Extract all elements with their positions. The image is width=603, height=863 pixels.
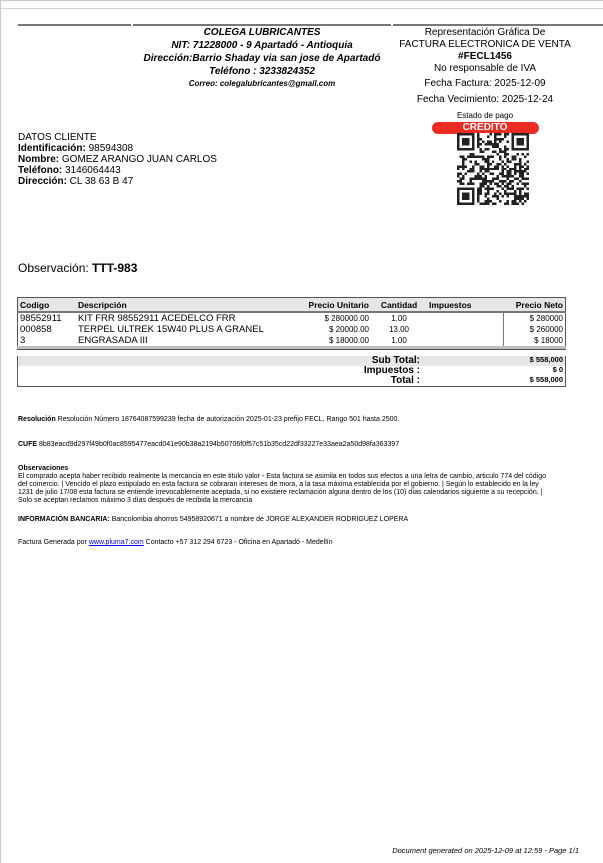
- invoice-date: Fecha Factura: 2025-12-09: [424, 78, 546, 89]
- client-id-label: Identificación:: [18, 143, 86, 154]
- invoice-type: FACTURA ELECTRONICA DE VENTA: [399, 39, 571, 50]
- total-label: Total :: [390, 375, 420, 386]
- header-divider: [393, 24, 603, 26]
- client-phone-value: 3146064443: [62, 165, 121, 176]
- cell-descripcion: TERPEL ULTREK 15W40 PLUS A GRANEL: [78, 324, 264, 335]
- client-name-label: Nombre:: [18, 154, 60, 165]
- invoice-meta: [393, 27, 577, 134]
- resolution-value: Resolución Número 18764087599239 fecha de autorización 2025-01-23 prefijo FECL, Rango 501 hasta 2500.: [55, 416, 400, 423]
- cufe-label: CUFE: [18, 441, 38, 448]
- cufe-value: 8b83eacd9d297f49b0f0ac8595477eacd041e90b38a2194b50706f0f57c51b35cd22df33227e33aea2a50d98fa363397: [37, 441, 400, 448]
- client-info: [18, 132, 217, 187]
- totals-block: [17, 356, 566, 387]
- company-phone: Teléfono : 3233824352: [209, 66, 315, 77]
- observaciones-line: El comprado acepta haber recibido realmente la mercancia en este titulo valor - Esta factura se asimila en todos sus efectos a una letra de cambio, articulo 774 del código: [18, 473, 547, 480]
- observation-value: TTT-983: [92, 261, 138, 275]
- observaciones-line: 1231 de julio 17/08 esta factura se entiende irrevocablemente aceptada, si no existiere reclamación alguna dentro de los (10) días calendarios siguiente a su recepción. |: [18, 489, 543, 496]
- header-precio-unitario: Precio Unitario: [302, 298, 371, 313]
- client-heading: DATOS CLIENTE: [18, 132, 97, 143]
- document-footer: Document generated on 2025-12-09 at 12:59 - Page 1/1: [392, 846, 579, 855]
- observaciones-block: [18, 465, 598, 505]
- client-id: [18, 143, 217, 154]
- bank-label: INFORMACIÓN BANCARIA:: [18, 516, 110, 523]
- bank-value: Bancolombia ahorros 54958920671 a nombre de JORGE ALEXANDER RODRIGUEZ LOPERA: [109, 516, 409, 523]
- client-address: [18, 176, 217, 187]
- company-info: [133, 26, 391, 89]
- pluma7-link[interactable]: www.pluma7.com: [88, 539, 144, 546]
- cell-precio-unitario: $ 18000.00: [328, 336, 369, 345]
- cell-descripcion: ENGRASADA III: [78, 335, 148, 346]
- observaciones-line: Solo se aceptan reclamos máximo 3 días después de recibida la mercancia: [18, 497, 253, 504]
- payment-status-label: Estado de pago: [456, 111, 514, 120]
- taxes-label: Impuestos :: [363, 365, 420, 376]
- cell-cantidad: 1.00: [391, 314, 407, 323]
- table-row: [18, 335, 566, 348]
- cell-cantidad: 13.00: [388, 325, 410, 334]
- items-table: [17, 297, 566, 350]
- total-value: $ 558,000: [529, 375, 563, 384]
- resolution-text: [18, 416, 598, 424]
- cell-codigo: 98552911: [20, 313, 62, 324]
- header-impuestos: Impuestos: [427, 298, 503, 313]
- subtotal-label: Sub Total:: [371, 355, 420, 366]
- cell-precio-neto: $ 260000: [529, 325, 563, 334]
- qr-code-icon: [457, 133, 529, 205]
- cufe-text: [18, 441, 598, 449]
- cell-precio-neto: $ 280000: [529, 314, 563, 323]
- representation-line: Representación Gráfica De: [424, 27, 546, 38]
- header-precio-neto: Precio Neto: [503, 298, 566, 313]
- header-cantidad: Cantidad: [371, 298, 427, 313]
- company-email: Correo: colegalubricantes@gmail.com: [188, 79, 336, 88]
- subtotal-row: [18, 356, 565, 366]
- observation-label: Observación:: [18, 261, 93, 275]
- header-descripcion: Descripción: [76, 298, 302, 313]
- cell-impuestos: [427, 324, 503, 335]
- payment-status-badge: CREDITO: [432, 122, 539, 134]
- client-phone-label: Teléfono:: [18, 165, 63, 176]
- generated-by: [18, 539, 598, 547]
- cell-precio-neto: $ 18000: [534, 336, 563, 345]
- table-header-row: [18, 298, 566, 313]
- iva-note: No responsable de IVA: [433, 63, 537, 74]
- header-divider: [18, 24, 131, 26]
- company-nit: NIT: 71228000 - 9 Apartadó - Antioquia: [171, 40, 353, 51]
- cell-cantidad: 1.00: [391, 336, 407, 345]
- subtotal-value: $ 558,000: [529, 355, 563, 364]
- table-row: [18, 312, 566, 324]
- taxes-value: $ 0: [552, 365, 563, 374]
- due-date: Fecha Vecimiento: 2025-12-24: [416, 94, 554, 105]
- viewer-top-bar: [1, 1, 603, 9]
- total-row: [18, 376, 565, 386]
- observaciones-title: Observaciones: [18, 465, 69, 472]
- client-phone: [18, 165, 217, 176]
- cell-codigo: 3: [20, 335, 26, 346]
- generated-prefix: Factura Generada por: [18, 539, 89, 546]
- header-codigo: Codigo: [18, 298, 77, 313]
- client-address-label: Dirección:: [18, 176, 67, 187]
- table-row: [18, 324, 566, 335]
- cell-codigo: 000858: [20, 324, 52, 335]
- bank-info: [18, 516, 598, 524]
- cell-impuestos: [427, 312, 503, 324]
- company-name: COLEGA LUBRICANTES: [203, 27, 321, 38]
- company-address: Dirección:Barrio Shaday via san jose de Apartadó: [143, 53, 381, 64]
- resolution-label: Resolución: [18, 416, 56, 423]
- client-address-value: CL 38 63 B 47: [66, 176, 134, 187]
- cell-precio-unitario: $ 20000.00: [328, 325, 369, 334]
- cell-precio-unitario: $ 280000.00: [324, 314, 369, 323]
- invoice-number: #FECL1456: [458, 51, 512, 62]
- taxes-row: [18, 366, 565, 376]
- generated-suffix: Contacto +57 312 294 6723 - Oficina en Apartadó - Medellín: [143, 539, 333, 546]
- cell-descripcion: KIT FRR 98552911 ACEDELCO FRR: [78, 313, 236, 324]
- client-name: [18, 154, 217, 165]
- observation: [18, 261, 137, 275]
- observaciones-line: del comercio. | Vencido el plazo estipulado en esta factura se cobraran intereses de mora, a la tasa máxima establecida por el gobierno. | Según lo establecido en la ley: [18, 481, 539, 488]
- client-name-value: GOMEZ ARANGO JUAN CARLOS: [59, 154, 217, 165]
- cell-impuestos: [427, 335, 503, 348]
- client-id-value: 98594308: [85, 143, 134, 154]
